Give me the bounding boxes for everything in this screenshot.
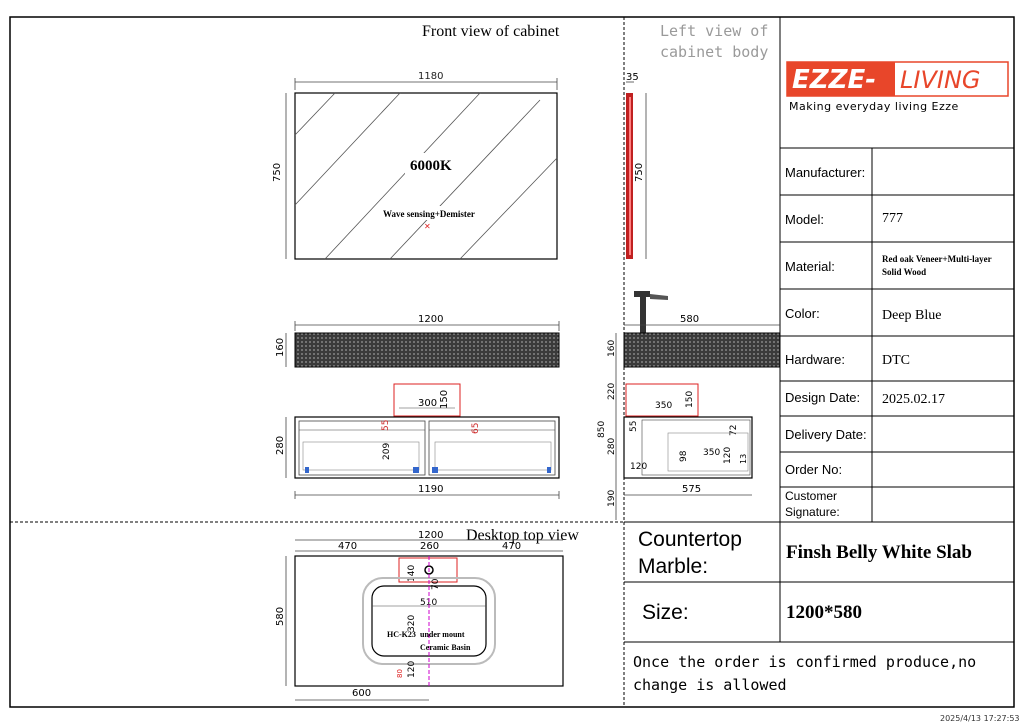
cab-height-dim: 280 bbox=[275, 435, 286, 455]
size-value: 1200*580 bbox=[786, 602, 862, 623]
material-value-1: Red oak Veneer+Multi-layer bbox=[882, 254, 992, 264]
mirror-width-dim: 1180 bbox=[418, 71, 444, 82]
side-cab-height: 280 bbox=[607, 437, 617, 455]
front-view-title: Front view of cabinet bbox=[422, 23, 560, 40]
tv-left: 470 bbox=[338, 541, 358, 552]
brand-logo bbox=[787, 62, 1008, 113]
cabinet-front bbox=[275, 384, 559, 499]
side-d120a: 120 bbox=[630, 462, 648, 472]
model-value: 777 bbox=[882, 211, 903, 226]
tv-mid: 260 bbox=[420, 541, 440, 552]
tv-depth: 580 bbox=[275, 606, 286, 626]
mirror-color-temp: 6000K bbox=[410, 158, 452, 174]
mirror-side-depth: 35 bbox=[626, 72, 639, 83]
mirror-feature: Wave sensing+Demister bbox=[383, 209, 475, 219]
desktop-top-view bbox=[275, 530, 563, 700]
design-date-label: Design Date: bbox=[785, 390, 861, 405]
countertop-front bbox=[275, 314, 559, 367]
hardware-value: DTC bbox=[882, 353, 910, 368]
top-view-title: Desktop top view bbox=[466, 527, 579, 544]
tv-d80: 80 bbox=[396, 669, 404, 678]
side-basin-w: 350 bbox=[655, 401, 673, 411]
countertop-section bbox=[624, 522, 1014, 694]
material-label: Material: bbox=[785, 259, 835, 274]
side-top-height: 160 bbox=[607, 339, 617, 357]
tv-d510: 510 bbox=[420, 598, 438, 608]
side-total-dim: 850 bbox=[597, 420, 607, 438]
inner-209-dim: 209 bbox=[382, 442, 392, 460]
info-table bbox=[780, 148, 1014, 522]
tv-basin-desc-1: under mount bbox=[420, 630, 465, 639]
sensor-icon: ✕ bbox=[424, 222, 431, 231]
tv-d140: 140 bbox=[407, 564, 417, 582]
design-date-value: 2025.02.17 bbox=[882, 392, 945, 407]
logo-right-text: LIVING bbox=[900, 66, 981, 94]
countertop-label-2: Marble: bbox=[638, 555, 709, 578]
model-label: Model: bbox=[785, 212, 825, 227]
side-d72: 72 bbox=[729, 424, 739, 436]
side-depth-dim: 580 bbox=[680, 314, 700, 325]
delivery-date-label: Delivery Date: bbox=[785, 427, 867, 442]
manufacturer-label: Manufacturer: bbox=[785, 165, 866, 180]
tv-basin-desc-2: Ceramic Basin bbox=[420, 643, 471, 652]
side-d13: 13 bbox=[739, 453, 748, 464]
material-value-2: Solid Wood bbox=[882, 267, 927, 277]
logo-tagline: Making everyday living Ezze bbox=[789, 100, 959, 113]
cabinet-side bbox=[597, 291, 780, 520]
side-d120b: 120 bbox=[723, 446, 733, 464]
side-d350: 350 bbox=[703, 448, 721, 458]
mirror-side-height: 750 bbox=[634, 162, 645, 182]
top-width-dim: 1200 bbox=[418, 314, 444, 325]
tv-d120: 120 bbox=[407, 660, 417, 678]
notice-line-2: change is allowed bbox=[633, 676, 787, 694]
inner-65-dim: 65 bbox=[471, 422, 481, 434]
side-d98: 98 bbox=[679, 450, 689, 462]
left-view-title-1: Left view of bbox=[660, 22, 769, 40]
signature-label-2: Signature: bbox=[785, 505, 840, 519]
cab-width-dim: 1190 bbox=[418, 484, 444, 495]
signature-label-1: Customer bbox=[785, 489, 838, 503]
color-value: Deep Blue bbox=[882, 308, 942, 323]
side-gap-dim: 220 bbox=[607, 382, 617, 400]
side-d55: 55 bbox=[629, 420, 639, 432]
tv-d70: 70 bbox=[431, 578, 441, 590]
side-basin-d: 150 bbox=[685, 390, 695, 408]
side-leg: 190 bbox=[607, 489, 617, 507]
tv-total-width: 1200 bbox=[418, 530, 444, 541]
mirror-height-dim: 750 bbox=[272, 162, 283, 182]
tv-right: 470 bbox=[502, 541, 522, 552]
basin-depth-dim: 150 bbox=[439, 389, 450, 409]
tv-d320: 320 bbox=[407, 614, 417, 632]
tv-basin-code: HC-K23 bbox=[387, 630, 416, 639]
tv-d600: 600 bbox=[352, 688, 372, 699]
side-bottom-width: 575 bbox=[682, 484, 702, 495]
logo-left-text: EZZE- bbox=[792, 65, 877, 95]
order-no-label: Order No: bbox=[785, 462, 843, 477]
mirror-side bbox=[626, 72, 646, 259]
left-view-title-2: cabinet body bbox=[660, 43, 769, 61]
timestamp: 2025/4/13 17:27:53 bbox=[940, 714, 1020, 723]
basin-width-dim: 300 bbox=[418, 398, 438, 409]
mirror-front bbox=[272, 71, 557, 259]
top-height-dim: 160 bbox=[275, 337, 286, 357]
size-label: Size: bbox=[642, 601, 689, 624]
color-label: Color: bbox=[785, 306, 820, 321]
countertop-value: Finsh Belly White Slab bbox=[786, 542, 973, 563]
inner-55-dim: 55 bbox=[381, 419, 391, 431]
hardware-label: Hardware: bbox=[785, 352, 845, 367]
countertop-label-1: Countertop bbox=[638, 528, 742, 551]
notice-line-1: Once the order is confirmed produce,no bbox=[633, 653, 977, 671]
